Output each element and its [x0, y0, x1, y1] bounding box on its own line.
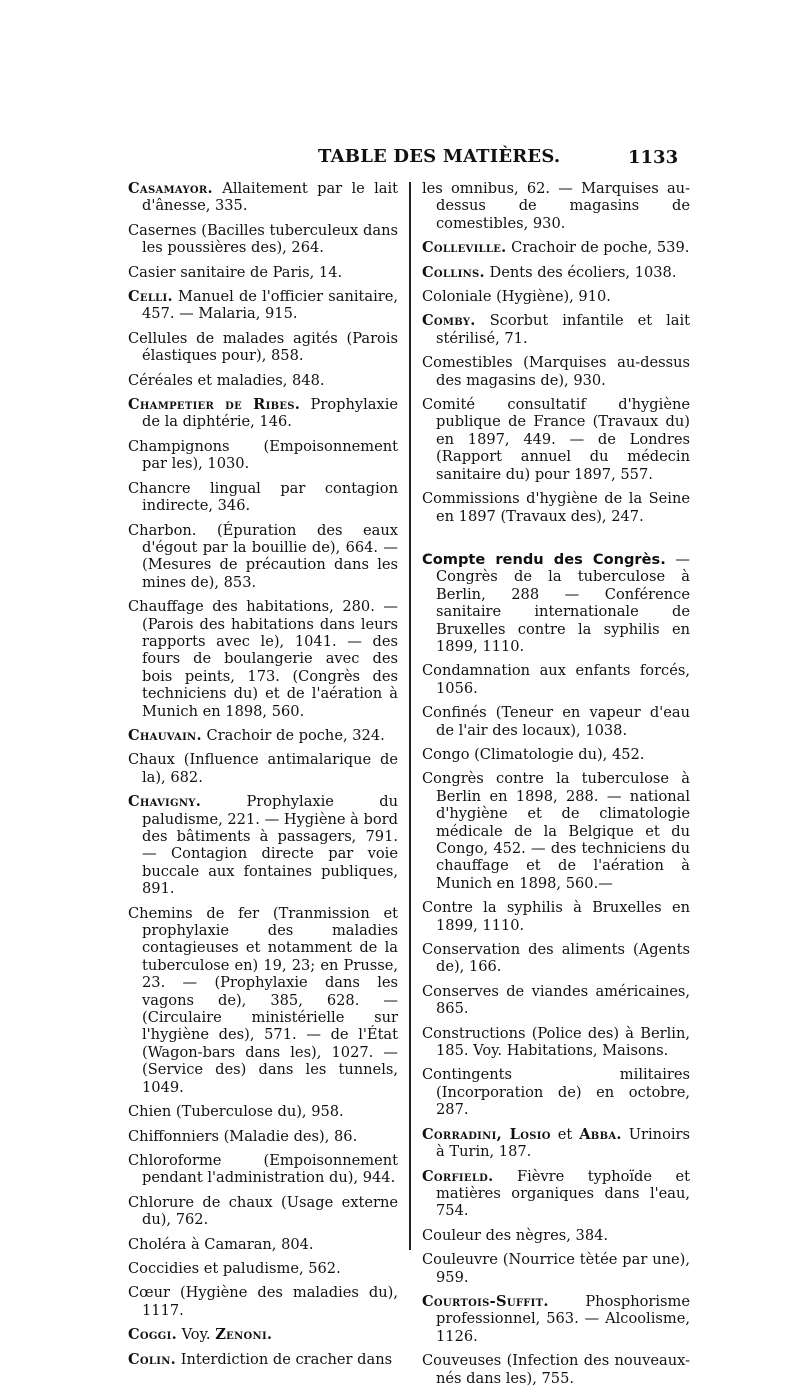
- entry-text: Coccidies et paludisme, 562.: [128, 1259, 341, 1277]
- entry-text: Chaux (Influence antimalarique de la), 682.: [128, 751, 398, 786]
- entry-text: Chemins de fer (Tranmission et prophylaxie des maladies contagieuses et notamment de la tuberculose en) 19, 23; en Prusse, 23. — (Prophylaxie dans les vagons de), 385, 628. — (Circulaire ministérielle sur l'hygiène des), 571. — de l'État (Wagon-bars dans les), 1027. — (Service des) dans les tunnels, 1049.: [128, 904, 398, 1096]
- index-entry: [128, 1152, 398, 1187]
- index-entry: [128, 330, 398, 365]
- author-name: Courtois-Suffit.: [422, 1292, 549, 1310]
- entry-text: Champignons (Empoisonnement par les), 1030.: [128, 437, 398, 473]
- index-entry: [422, 239, 690, 256]
- entry-text: Contre la syphilis à Bruxelles en 1899, 1110.: [422, 899, 690, 934]
- author-name: Abba.: [579, 1125, 622, 1143]
- index-entry: [422, 1025, 690, 1060]
- entry-text: Couleur des nègres, 384.: [422, 1226, 609, 1244]
- index-entry: [128, 1284, 398, 1319]
- page-title: TABLE DES MATIÈRES.: [318, 146, 561, 167]
- index-entry: [422, 264, 690, 281]
- entry-text: les omnibus, 62. — Marquises au-dessus de magasins de comestibles, 930.: [422, 180, 690, 232]
- index-entry: [422, 1293, 690, 1345]
- page-number: 1133: [628, 147, 679, 168]
- entry-text: Couveuses (Infection des nouveaux-nés dans les), 755.: [422, 1352, 690, 1387]
- entry-text: — Congrès de la tuberculose à Berlin, 288 — Conférence sanitaire internationale de Bruxelles contre la syphilis en 1899, 1110.: [436, 550, 690, 655]
- entry-text: Allaitement par le lait d'ânesse, 335.: [142, 180, 398, 215]
- index-entry: [422, 704, 690, 739]
- index-entry: [422, 899, 690, 934]
- running-header: [0, 146, 800, 170]
- entry-text: Casier sanitaire de Paris, 14.: [128, 263, 343, 281]
- entry-text: Chlorure de chaux (Usage externe du), 762.: [128, 1193, 398, 1229]
- author-name: Chavigny.: [128, 793, 202, 811]
- index-entry: [422, 1352, 690, 1387]
- index-entry: [128, 727, 398, 744]
- author-name: Colleville.: [422, 239, 507, 257]
- entry-text: et: [550, 1125, 580, 1143]
- author-name: Zenoni.: [215, 1326, 273, 1344]
- entry-text: Chiffonniers (Maladie des), 86.: [128, 1127, 358, 1145]
- entry-text: Couleuvre (Nourrice tètée par une), 959.: [422, 1251, 690, 1286]
- index-entry: [422, 180, 690, 232]
- entry-text: Céréales et maladies, 848.: [128, 371, 325, 389]
- entry-text: Chancre lingual par contagion indirecte, 346.: [128, 479, 398, 515]
- index-entry: [422, 354, 690, 389]
- entry-text: Confinés (Teneur en vapeur d'eau de l'air des locaux), 1038.: [422, 704, 690, 739]
- index-entry: [128, 180, 398, 215]
- author-name: Colin.: [128, 1350, 177, 1368]
- index-entry: [128, 372, 398, 389]
- author-name: Corfield.: [422, 1167, 494, 1185]
- entry-text: Prophylaxie du paludisme, 221. — Hygiène à bord des bâtiments à passagers, 791. — Contagion directe par voie buccale aux fontaines publiques, 891.: [142, 793, 398, 898]
- author-name: Celli.: [128, 288, 173, 306]
- entry-text: Scorbut infantile et lait stérilisé, 71.: [436, 312, 690, 347]
- entry-text: Urinoirs à Turin, 187.: [436, 1125, 690, 1161]
- index-entry: [128, 522, 398, 592]
- entry-text: Manuel de l'officier sanitaire, 457. — Malaria, 915.: [142, 288, 398, 323]
- index-column-right: [422, 180, 690, 1394]
- author-name: Casamayor.: [128, 180, 213, 197]
- entry-text: Interdiction de cracher dans: [176, 1350, 393, 1368]
- author-name: Comby.: [422, 312, 476, 330]
- index-entry: [128, 438, 398, 473]
- index-entry: [422, 941, 690, 976]
- author-name: Champetier de Ribes.: [128, 396, 301, 414]
- author-name: Collins.: [422, 263, 485, 281]
- entry-text: Congo (Climatologie du), 452.: [422, 745, 645, 763]
- entry-text: Dents des écoliers, 1038.: [484, 263, 677, 281]
- index-entry: [422, 551, 690, 655]
- entry-text: Choléra à Camaran, 804.: [128, 1235, 314, 1253]
- index-entry: [128, 1103, 398, 1120]
- entry-text: Phosphorisme professionnel, 563. — Alcoolisme, 1126.: [436, 1292, 690, 1345]
- index-entry: [128, 751, 398, 786]
- index-entry: [128, 288, 398, 323]
- entry-text: Fièvre typhoïde et matières organiques dans l'eau, 754.: [436, 1167, 690, 1220]
- index-entry: [128, 1260, 398, 1277]
- index-column-left: [128, 180, 398, 1375]
- entry-text: Chauffage des habitations, 280. — (Parois des habitations dans leurs rapports avec le), 1041. — des fours de boulangerie avec des bois peints, 173. (Congrès des techniciens du) et de l'aération à Munich en 1898, 560.: [128, 598, 398, 720]
- section-heading: Compte rendu des Congrès.: [422, 550, 666, 568]
- entry-text: Comestibles (Marquises au-dessus des magasins de), 930.: [422, 354, 690, 389]
- index-entry: [128, 480, 398, 515]
- index-entry: [422, 1126, 690, 1161]
- entry-text: Coloniale (Hygiène), 910.: [422, 288, 611, 306]
- index-entry: [422, 490, 690, 525]
- index-entry: [422, 770, 690, 892]
- index-entry: [422, 1251, 690, 1286]
- entry-text: Voy.: [176, 1326, 216, 1344]
- index-entry: [422, 312, 690, 347]
- index-entry: [128, 1128, 398, 1145]
- index-entry: [128, 222, 398, 257]
- index-entry: [128, 793, 398, 897]
- index-entry: [422, 1168, 690, 1220]
- author-name: Chauvain.: [128, 726, 202, 744]
- entry-text: Cœur (Hygiène des maladies du), 1117.: [128, 1284, 398, 1319]
- column-divider: [409, 182, 411, 1250]
- index-entry: [422, 288, 690, 305]
- index-entry: [128, 598, 398, 720]
- index-entry: [128, 396, 398, 431]
- entry-text: Conservation des aliments (Agents de), 166.: [422, 941, 690, 976]
- index-entry: [422, 746, 690, 763]
- entry-text: Chloroforme (Empoisonnement pendant l'administration du), 944.: [128, 1151, 398, 1187]
- entry-text: Conserves de viandes américaines, 865.: [422, 982, 690, 1018]
- entry-text: Chien (Tuberculose du), 958.: [128, 1103, 344, 1121]
- entry-text: Crachoir de poche, 539.: [506, 239, 690, 257]
- entry-text: Condamnation aux enfants forcés, 1056.: [422, 662, 690, 697]
- entry-text: Comité consultatif d'hygiène publique de France (Travaux du) en 1897, 449. — de Londres (Rapport annuel du médecin sanitaire du) pour 1897, 557.: [422, 396, 690, 483]
- entry-text: Commissions d'hygiène de la Seine en 1897 (Travaux des), 247.: [422, 490, 690, 525]
- entry-text: Contingents militaires (Incorporation de) en octobre, 287.: [422, 1066, 690, 1119]
- index-entry: [128, 1194, 398, 1229]
- entry-text: Crachoir de poche, 324.: [201, 726, 385, 744]
- entry-text: Constructions (Police des) à Berlin, 185. Voy. Habitations, Maisons.: [422, 1024, 690, 1060]
- entry-text: Congrès contre la tuberculose à Berlin en 1898, 288. — national d'hygiène et de climatologie médicale de la Belgique et du Congo, 452. — des techniciens du chauffage et de l'aération à Munich en 1898, 560.—: [422, 770, 690, 892]
- entry-text: Cellules de malades agités (Parois élastiques pour), 858.: [128, 329, 398, 365]
- entry-text: Prophylaxie de la diphtérie, 146.: [142, 396, 398, 431]
- author-name: Coggi.: [128, 1326, 177, 1344]
- index-entry: [422, 1227, 690, 1244]
- entry-text: Casernes (Bacilles tuberculeux dans les poussières des), 264.: [128, 221, 398, 257]
- entry-text: Charbon. (Épuration des eaux d'égout par la bouillie de), 664. — (Mesures de précaution dans les mines de), 853.: [128, 521, 398, 591]
- index-entry: [128, 264, 398, 281]
- index-entry: [128, 905, 398, 1096]
- index-entry: [128, 1236, 398, 1253]
- index-entry: [128, 1326, 398, 1343]
- index-entry: [422, 1066, 690, 1118]
- author-name: Corradini, Losio: [422, 1125, 551, 1143]
- index-entry: [422, 396, 690, 483]
- index-entry: [128, 1351, 398, 1368]
- index-entry: [422, 662, 690, 697]
- index-entry: [422, 983, 690, 1018]
